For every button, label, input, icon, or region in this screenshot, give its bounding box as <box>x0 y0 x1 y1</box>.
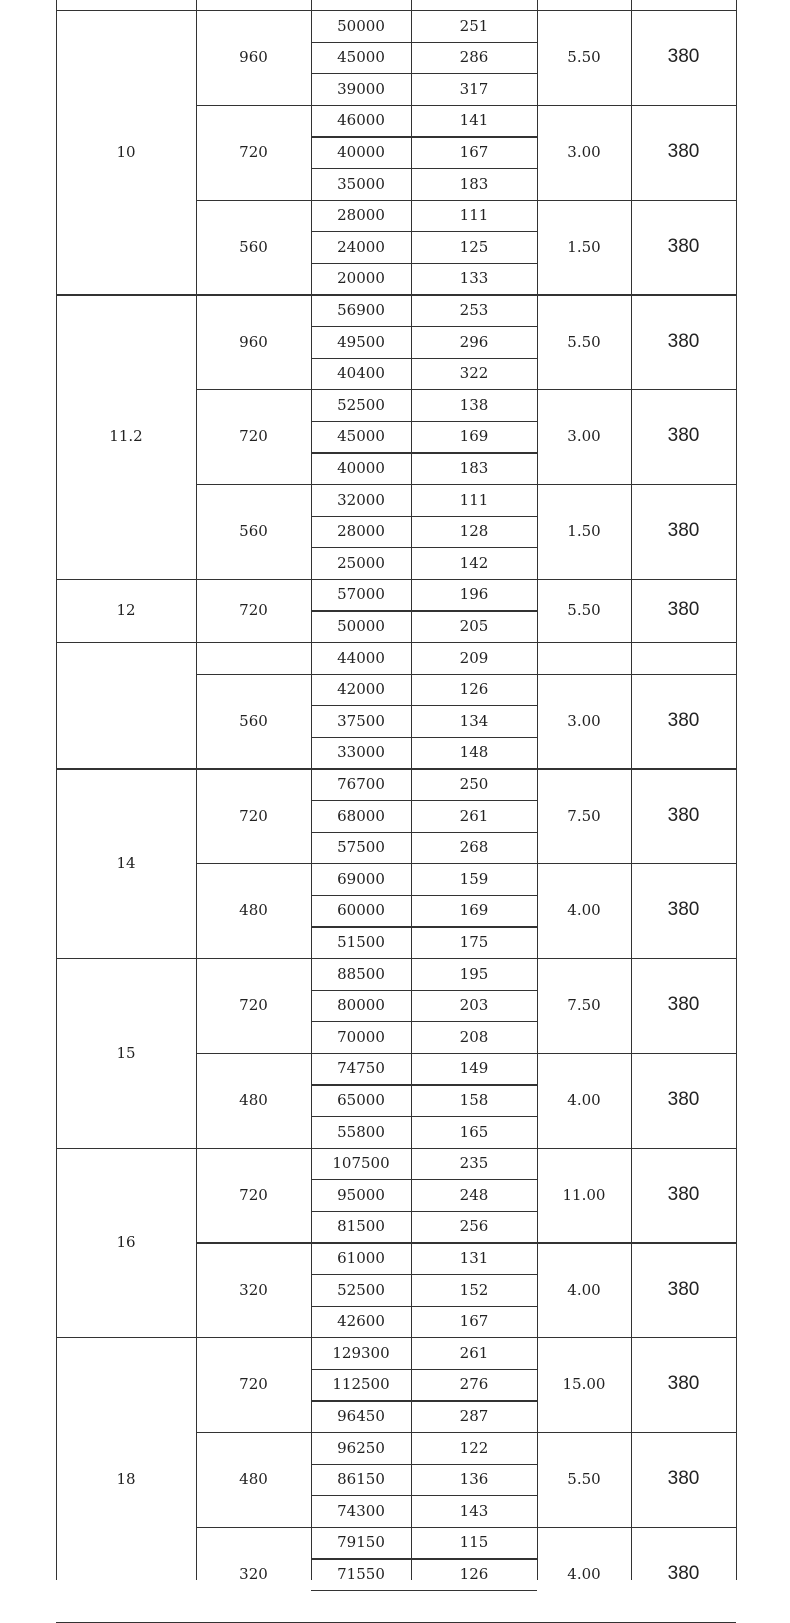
pressure-cell: 167 <box>459 1312 489 1331</box>
rpm-cell: 720 <box>239 806 268 825</box>
pressure-cell: 125 <box>459 237 489 256</box>
airflow-cell: 40000 <box>337 459 385 478</box>
pressure-cell: 165 <box>459 1122 489 1141</box>
power-cell: 15.00 <box>562 1375 606 1394</box>
pressure-cell: 126 <box>459 680 489 699</box>
voltage-cell <box>631 642 736 674</box>
table-grid-line <box>537 0 538 1580</box>
airflow-cell: 49500 <box>337 332 385 351</box>
pressure-cell: 122 <box>459 1438 489 1457</box>
voltage-cell: 380 <box>667 330 700 352</box>
airflow-cell: 45000 <box>337 427 385 446</box>
pressure-cell: 286 <box>459 48 489 67</box>
rpm-cell: 720 <box>239 1185 268 1204</box>
pressure-cell: 131 <box>459 1249 489 1268</box>
power-cell <box>537 0 631 10</box>
power-cell: 3.00 <box>567 143 601 162</box>
pressure-cell: 138 <box>459 395 489 414</box>
airflow-cell: 79150 <box>337 1533 385 1552</box>
power-cell: 4.00 <box>567 1091 601 1110</box>
airflow-cell: 42000 <box>337 680 385 699</box>
airflow-cell: 20000 <box>337 269 385 288</box>
power-cell: 1.50 <box>567 237 601 256</box>
pressure-cell: 251 <box>459 16 489 35</box>
airflow-cell <box>311 0 411 10</box>
power-cell: 5.50 <box>567 1470 601 1489</box>
pressure-cell: 296 <box>459 332 489 351</box>
voltage-cell <box>631 0 736 10</box>
airflow-cell: 46000 <box>337 111 385 130</box>
pressure-cell: 143 <box>459 1501 489 1520</box>
pressure-cell: 248 <box>459 1185 489 1204</box>
airflow-cell: 88500 <box>337 964 385 983</box>
pressure-cell: 115 <box>459 1533 489 1552</box>
pressure-cell: 256 <box>459 1217 489 1236</box>
voltage-cell: 380 <box>667 1278 700 1300</box>
airflow-cell: 45000 <box>337 48 385 67</box>
power-cell: 4.00 <box>567 1565 601 1584</box>
pressure-cell: 128 <box>459 522 489 541</box>
pressure-cell: 183 <box>459 174 489 193</box>
airflow-cell: 69000 <box>337 869 385 888</box>
pressure-cell: 205 <box>459 617 489 636</box>
rpm-cell: 320 <box>239 1280 268 1299</box>
airflow-cell: 24000 <box>337 237 385 256</box>
pressure-cell: 152 <box>459 1280 489 1299</box>
table-grid-line <box>311 0 312 1580</box>
airflow-cell: 107500 <box>332 1154 390 1173</box>
airflow-cell: 65000 <box>337 1091 385 1110</box>
voltage-cell: 380 <box>667 141 700 163</box>
pressure-cell: 276 <box>459 1375 489 1394</box>
pressure-cell: 196 <box>459 585 489 604</box>
rpm-cell: 560 <box>239 522 268 541</box>
rpm-cell: 960 <box>239 332 268 351</box>
pressure-cell: 268 <box>459 838 489 857</box>
rpm-cell: 320 <box>239 1565 268 1584</box>
pressure-cell: 141 <box>459 111 489 130</box>
airflow-cell: 52500 <box>337 395 385 414</box>
airflow-cell: 42600 <box>337 1312 385 1331</box>
fan-size-cell: 14 <box>116 854 136 873</box>
fan-size-cell <box>56 0 196 10</box>
fan-size-cell: 15 <box>116 1043 136 1062</box>
pressure-cell: 235 <box>459 1154 489 1173</box>
pressure-cell: 195 <box>459 964 489 983</box>
airflow-cell: 52500 <box>337 1280 385 1299</box>
pressure-cell: 169 <box>459 901 489 920</box>
airflow-cell: 25000 <box>337 553 385 572</box>
airflow-cell: 86150 <box>337 1470 385 1489</box>
rpm-cell: 720 <box>239 427 268 446</box>
pressure-cell: 126 <box>459 1565 489 1584</box>
airflow-cell: 96450 <box>337 1407 385 1426</box>
fan-size-cell: 16 <box>116 1233 136 1252</box>
rpm-cell: 720 <box>239 996 268 1015</box>
table-grid-line <box>631 0 632 1580</box>
pressure-cell: 111 <box>459 206 489 225</box>
pressure-cell: 261 <box>459 1343 489 1362</box>
airflow-cell: 95000 <box>337 1185 385 1204</box>
pressure-cell: 287 <box>459 1407 489 1426</box>
airflow-cell: 39000 <box>337 79 385 98</box>
power-cell: 7.50 <box>567 996 601 1015</box>
voltage-cell: 380 <box>667 1183 700 1205</box>
airflow-cell: 37500 <box>337 711 385 730</box>
power-cell: 5.50 <box>567 332 601 351</box>
table-grid-line <box>736 0 737 1580</box>
airflow-cell: 96250 <box>337 1438 385 1457</box>
rpm-cell: 480 <box>239 901 268 920</box>
pressure-cell: 208 <box>459 1027 489 1046</box>
voltage-cell: 380 <box>667 994 700 1016</box>
rpm-cell: 720 <box>239 601 268 620</box>
rpm-cell: 720 <box>239 1375 268 1394</box>
pressure-cell <box>411 1590 537 1622</box>
voltage-cell: 380 <box>667 1468 700 1490</box>
table-grid-line <box>56 0 57 1580</box>
airflow-cell: 28000 <box>337 206 385 225</box>
pressure-cell: 158 <box>459 1091 489 1110</box>
voltage-cell: 380 <box>667 599 700 621</box>
airflow-cell: 60000 <box>337 901 385 920</box>
pressure-cell: 175 <box>459 933 489 952</box>
pressure-cell: 261 <box>459 806 489 825</box>
fan-size-cell: 11.2 <box>109 427 143 446</box>
airflow-cell: 68000 <box>337 806 385 825</box>
rpm-cell: 560 <box>239 711 268 730</box>
table-grid-line <box>196 0 197 1580</box>
pressure-cell: 253 <box>459 301 489 320</box>
rpm-cell <box>196 642 311 674</box>
pressure-cell: 169 <box>459 427 489 446</box>
airflow-cell: 76700 <box>337 775 385 794</box>
rpm-cell: 480 <box>239 1091 268 1110</box>
power-cell: 1.50 <box>567 522 601 541</box>
table-grid-line <box>411 0 412 1580</box>
pressure-cell: 133 <box>459 269 489 288</box>
pressure-cell: 159 <box>459 869 489 888</box>
airflow-cell: 71550 <box>337 1565 385 1584</box>
voltage-cell: 380 <box>667 425 700 447</box>
pressure-cell: 136 <box>459 1470 489 1489</box>
airflow-cell: 80000 <box>337 996 385 1015</box>
rpm-cell: 720 <box>239 143 268 162</box>
power-cell: 5.50 <box>567 48 601 67</box>
power-cell: 7.50 <box>567 806 601 825</box>
airflow-cell: 129300 <box>332 1343 390 1362</box>
airflow-cell: 57000 <box>337 585 385 604</box>
fan-size-cell: 10 <box>116 143 136 162</box>
voltage-cell: 380 <box>667 709 700 731</box>
airflow-cell: 57500 <box>337 838 385 857</box>
fan-size-cell: 18 <box>116 1470 136 1489</box>
airflow-cell: 35000 <box>337 174 385 193</box>
pressure-cell: 203 <box>459 996 489 1015</box>
pressure-cell: 148 <box>459 743 489 762</box>
pressure-cell: 167 <box>459 143 489 162</box>
fan-size-cell: 12 <box>116 601 136 620</box>
airflow-cell: 51500 <box>337 933 385 952</box>
airflow-cell: 112500 <box>332 1375 390 1394</box>
airflow-cell: 55800 <box>337 1122 385 1141</box>
airflow-cell: 74750 <box>337 1059 385 1078</box>
power-cell: 4.00 <box>567 1280 601 1299</box>
airflow-cell: 56900 <box>337 301 385 320</box>
power-cell: 11.00 <box>562 1185 606 1204</box>
power-cell: 5.50 <box>567 601 601 620</box>
voltage-cell: 380 <box>667 804 700 826</box>
airflow-cell: 70000 <box>337 1027 385 1046</box>
airflow-cell: 81500 <box>337 1217 385 1236</box>
voltage-cell: 380 <box>667 46 700 68</box>
airflow-cell: 40400 <box>337 364 385 383</box>
voltage-cell: 380 <box>667 1089 700 1111</box>
airflow-cell: 44000 <box>337 648 385 667</box>
voltage-cell: 380 <box>667 1563 700 1585</box>
pressure-cell: 142 <box>459 553 489 572</box>
pressure-cell: 322 <box>459 364 489 383</box>
airflow-cell: 50000 <box>337 16 385 35</box>
pressure-cell: 183 <box>459 459 489 478</box>
airflow-cell: 32000 <box>337 490 385 509</box>
pressure-cell: 250 <box>459 775 489 794</box>
power-cell: 3.00 <box>567 427 601 446</box>
rpm-cell: 480 <box>239 1470 268 1489</box>
power-cell: 4.00 <box>567 901 601 920</box>
power-cell <box>537 642 631 674</box>
pressure-cell: 209 <box>459 648 489 667</box>
airflow-cell: 28000 <box>337 522 385 541</box>
airflow-cell <box>311 1590 411 1622</box>
voltage-cell: 380 <box>667 899 700 921</box>
rpm-cell <box>196 0 311 10</box>
rpm-cell: 560 <box>239 237 268 256</box>
pressure-cell: 149 <box>459 1059 489 1078</box>
airflow-cell: 61000 <box>337 1249 385 1268</box>
rpm-cell: 960 <box>239 48 268 67</box>
fan-size-cell <box>56 642 196 768</box>
airflow-cell: 50000 <box>337 617 385 636</box>
pressure-cell: 134 <box>459 711 489 730</box>
voltage-cell: 380 <box>667 520 700 542</box>
voltage-cell: 380 <box>667 235 700 257</box>
airflow-cell: 40000 <box>337 143 385 162</box>
power-cell: 3.00 <box>567 711 601 730</box>
pressure-cell: 317 <box>459 79 489 98</box>
pressure-cell: 111 <box>459 490 489 509</box>
voltage-cell: 380 <box>667 1373 700 1395</box>
airflow-cell: 74300 <box>337 1501 385 1520</box>
pressure-cell <box>411 0 537 10</box>
airflow-cell: 33000 <box>337 743 385 762</box>
